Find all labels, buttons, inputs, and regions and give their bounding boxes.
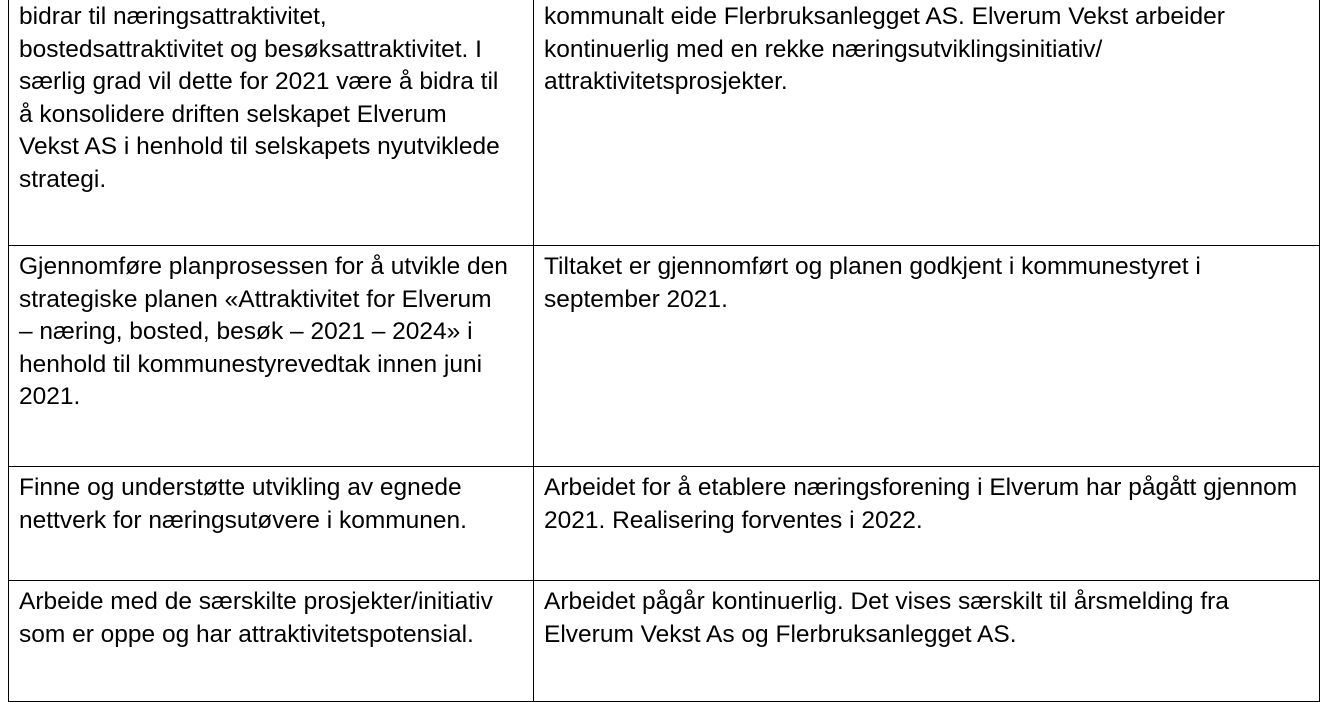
status-text: Tiltaket er gjennomført og planen godkjent i kommunestyret i september 2021. [544,253,1201,313]
table-row [9,0,1320,246]
table-row [9,467,1320,581]
status-text: Arbeidet pågår kontinuerlig. Det vises særskilt til årsmelding fra Elverum Vekst As og Flerbruksanlegget AS. [544,588,1229,648]
goal-cell [9,0,534,246]
status-text: kommunalt eide Flerbruksanlegget AS. Elverum Vekst arbeider kontinuerlig med en rekke næringsutviklingsinitiativ/ attraktivitetsprosjekter. [544,3,1225,95]
status-text: Arbeidet for å etablere næringsforening i Elverum har pågått gjennom 2021. Realisering forventes i 2022. [544,474,1298,534]
goal-cell [9,467,534,581]
table-row [9,246,1320,467]
status-cell [534,0,1320,246]
goal-text: Arbeide med de særskilte prosjekter/initiativ som er oppe og har attraktivitetspotensial. [19,588,493,648]
goal-text: Finne og understøtte utvikling av egnede nettverk for næringsutøvere i kommunen. [19,474,467,534]
status-cell [534,467,1320,581]
goal-cell [9,246,534,467]
status-cell [534,246,1320,467]
goal-text: bidrar til næringsattraktivitet, bostedsattraktivitet og besøksattraktivitet. I særlig grad vil dette for 2021 være å bidra til å konsolidere driften selskapet Elverum Vekst AS i henhold til selskapets nyutviklede strategi. [19,3,500,193]
goal-text: Gjennomføre planprosessen for å utvikle den strategiske planen «Attraktivitet for Elverum – næring, bosted, besøk – 2021 – 2024» i henhold til kommunestyrevedtak innen juni 2021. [19,253,508,410]
table-row [9,581,1320,702]
status-cell [534,581,1320,702]
goal-cell [9,581,534,702]
goals-status-table [8,0,1320,702]
